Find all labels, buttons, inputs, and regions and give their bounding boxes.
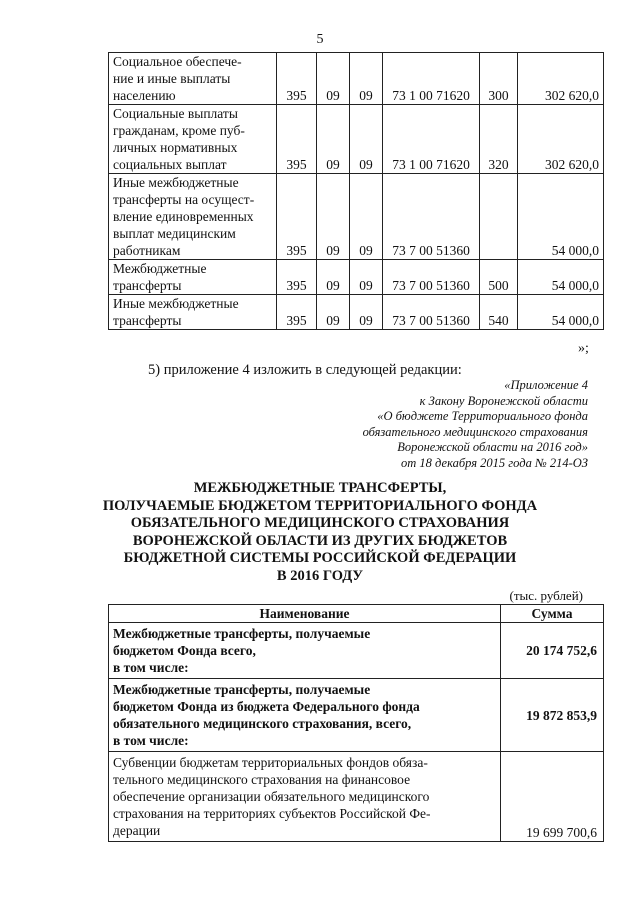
row-name: [109, 105, 277, 174]
row-name: [109, 679, 501, 752]
row-name-line: выплат медицинским: [113, 226, 236, 241]
table-row: [109, 105, 604, 174]
section-code: 09: [317, 53, 350, 105]
row-name: [109, 752, 501, 842]
row-name-line: бюджетом Фонда из бюджета Федерального фонда: [113, 699, 420, 714]
row-name-line: обеспечение организации обязательного медицинского: [113, 789, 430, 804]
expense-type-code: 320: [480, 105, 518, 174]
row-name-line: дерации: [113, 823, 161, 838]
table-row: [109, 295, 604, 330]
appendix-reference-line: от 18 декабря 2015 года № 214-ОЗ: [401, 455, 588, 470]
target-code: 73 7 00 51360: [383, 260, 480, 295]
header-sum: Сумма: [501, 605, 604, 623]
row-name-line: социальных выплат: [113, 157, 227, 172]
transfers-table: [108, 604, 604, 842]
expense-type-code: 500: [480, 260, 518, 295]
row-name-line: страхования на территориях субъектов Российской Фе-: [113, 806, 431, 821]
subsection-code: 09: [350, 174, 383, 260]
title-line: В 2016 ГОДУ: [276, 567, 364, 584]
row-name-line: трансферты на осущест-: [113, 192, 255, 207]
row-name-line: Межбюджетные трансферты, получаемые: [113, 626, 371, 641]
appendix-reference-line: «О бюджете Территориального фонда: [377, 409, 588, 423]
row-name-line: Социальные выплаты: [113, 106, 238, 121]
appendix-reference-line: обязательного медицинского страхования: [362, 424, 588, 439]
subsection-code: 09: [350, 105, 383, 174]
row-name-line: личных нормативных: [113, 140, 238, 155]
budget-classification-table: [108, 52, 604, 330]
admin-code: 395: [277, 260, 317, 295]
row-sum: 302 620,0: [518, 53, 604, 105]
target-code: 73 1 00 71620: [383, 53, 480, 105]
target-code: 73 7 00 51360: [383, 174, 480, 260]
section-code: 09: [317, 174, 350, 260]
row-name-line: ние и иные выплаты: [113, 71, 231, 86]
expense-type-code: 540: [480, 295, 518, 330]
title-line: ВОРОНЕЖСКОЙ ОБЛАСТИ ИЗ ДРУГИХ БЮДЖЕТОВ: [132, 532, 508, 549]
section-code: 09: [317, 105, 350, 174]
table-row: [109, 623, 604, 679]
appendix-reference-line: «Приложение 4: [504, 378, 588, 392]
target-code: 73 7 00 51360: [383, 295, 480, 330]
row-sum: 54 000,0: [518, 295, 604, 330]
header-name: Наименование: [109, 605, 501, 623]
row-name-line: в том числе:: [113, 733, 189, 748]
row-name-line: трансферты: [113, 278, 182, 293]
target-code: 73 1 00 71620: [383, 105, 480, 174]
table-header-row: [109, 605, 604, 623]
closing-quote: »;: [578, 341, 589, 356]
subsection-code: 09: [350, 295, 383, 330]
appendix-note: 5) приложение 4 изложить в следующей редакции:: [148, 362, 462, 378]
row-name-line: работникам: [113, 243, 181, 258]
row-sum: 302 620,0: [518, 105, 604, 174]
units-label: (тыс. рублей): [509, 588, 583, 603]
table-row: [109, 53, 604, 105]
subsection-code: 09: [350, 53, 383, 105]
row-name: [109, 53, 277, 105]
section-code: 09: [317, 295, 350, 330]
appendix-reference-line: к Закону Воронежской области: [419, 393, 588, 408]
row-name-line: вление единовременных: [113, 209, 254, 224]
row-name-line: обязательного медицинского страхования, всего,: [113, 716, 412, 731]
row-name-line: Иные межбюджетные: [113, 296, 239, 311]
expense-type-code: [480, 174, 518, 260]
table-row: [109, 679, 604, 752]
table-row: [109, 260, 604, 295]
row-name-line: гражданам, кроме пуб-: [113, 123, 245, 138]
row-name-line: Иные межбюджетные: [113, 175, 239, 190]
row-name-line: бюджетом Фонда всего,: [113, 643, 256, 658]
page-number: 5: [316, 32, 324, 47]
document-title: [0, 480, 640, 585]
row-name: [109, 295, 277, 330]
title-line: БЮДЖЕТНОЙ СИСТЕМЫ РОССИЙСКОЙ ФЕДЕРАЦИИ: [123, 550, 517, 566]
row-name-line: Межбюджетные трансферты, получаемые: [113, 682, 371, 697]
admin-code: 395: [277, 105, 317, 174]
admin-code: 395: [277, 174, 317, 260]
table-row: [109, 174, 604, 260]
row-name: [109, 174, 277, 260]
row-name-line: трансферты: [113, 313, 182, 328]
expense-type-code: 300: [480, 53, 518, 105]
row-name-line: тельного медицинского страхования на финансовое: [113, 772, 411, 787]
row-sum: 54 000,0: [518, 174, 604, 260]
title-line: МЕЖБЮДЖЕТНЫЕ ТРАНСФЕРТЫ,: [193, 480, 447, 496]
appendix-reference-line: Воронежской области на 2016 год»: [397, 440, 588, 454]
row-sum: 19 872 853,9: [501, 679, 604, 752]
admin-code: 395: [277, 53, 317, 105]
section-code: 09: [317, 260, 350, 295]
row-name: [109, 260, 277, 295]
row-name-line: населению: [113, 88, 176, 103]
appendix-reference: [363, 378, 588, 471]
row-name-line: Субвенции бюджетам территориальных фондов обяза-: [113, 755, 428, 770]
title-line: ПОЛУЧАЕМЫЕ БЮДЖЕТОМ ТЕРРИТОРИАЛЬНОГО ФОНДА: [102, 497, 538, 514]
row-sum: 19 699 700,6: [501, 752, 604, 842]
row-name-line: Социальное обеспече-: [113, 54, 242, 69]
row-name: [109, 623, 501, 679]
row-name-line: в том числе:: [113, 660, 189, 675]
table-row: [109, 752, 604, 842]
row-name-line: Межбюджетные: [113, 261, 207, 276]
subsection-code: 09: [350, 260, 383, 295]
title-line: ОБЯЗАТЕЛЬНОГО МЕДИЦИНСКОГО СТРАХОВАНИЯ: [130, 515, 510, 531]
row-sum: 54 000,0: [518, 260, 604, 295]
row-sum: 20 174 752,6: [501, 623, 604, 679]
admin-code: 395: [277, 295, 317, 330]
